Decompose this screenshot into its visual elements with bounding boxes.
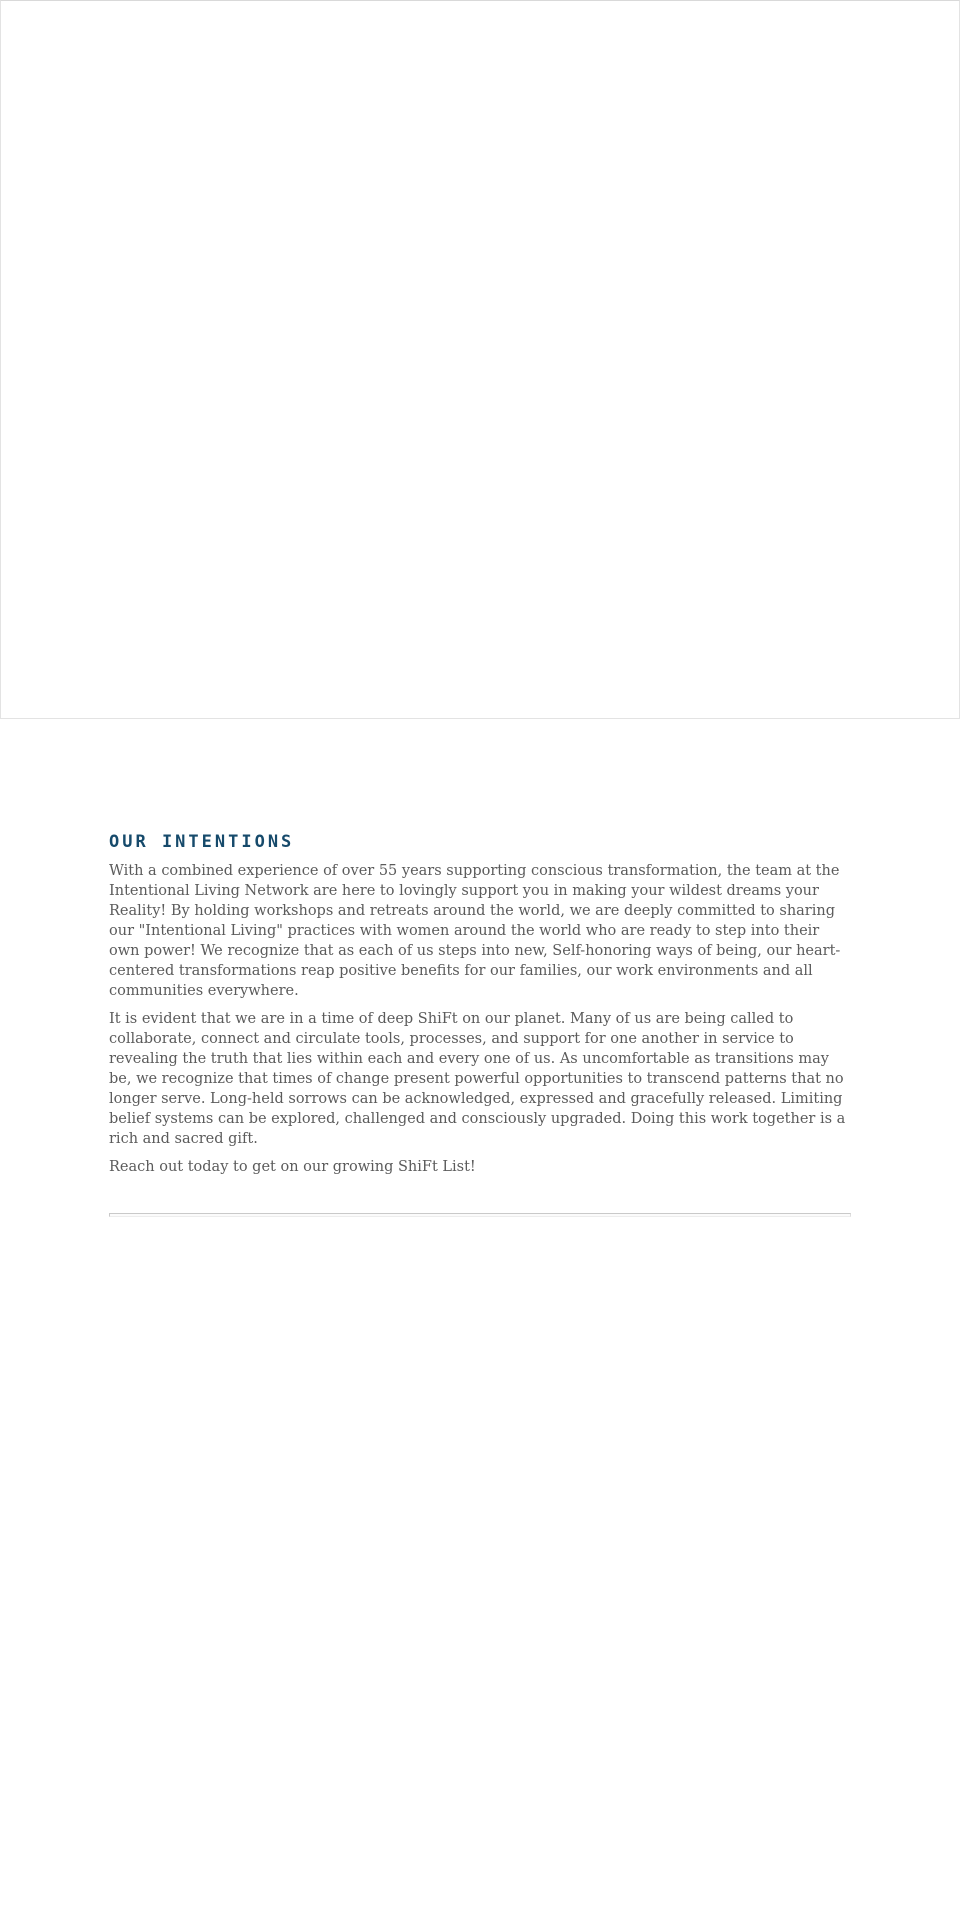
paragraph-intro: With a combined experience of over 55 years supporting conscious transformation, the team at the Intentional Living Network are here to lovingly support you in making your wildest dreams your Reality! By holding workshops and retreats around the world, we are deeply committed to sharing our "Intentional Living" practices with women around the world who are ready to step into their own power! We recognize that as each of us steps into new, Self-honoring ways of being, our heart-centered transformations reap positive benefits for our families, our work environments and all communities everywhere. [109,863,841,999]
intentions-section [109,719,851,1217]
section-title: OUR INTENTIONS [109,832,295,852]
hero-image-placeholder [0,0,960,719]
paragraph-shift: It is evident that we are in a time of deep ShiFt on our planet. Many of us are being called to collaborate, connect and circulate tools, processes, and support for one another in service to revealing the truth that lies within each and every one of us. As uncomfortable as transitions may be, we recognize that times of change present powerful opportunities to transcend patterns that no longer serve. Long-held sorrows can be acknowledged, expressed and gracefully released. Limiting belief systems can be explored, challenged and consciously upgraded. Doing this work together is a rich and sacred gift. [109,1011,846,1147]
bottom-whitespace [0,1217,960,1917]
paragraph-cta: Reach out today to get on our growing ShiFt List! [109,1159,476,1175]
